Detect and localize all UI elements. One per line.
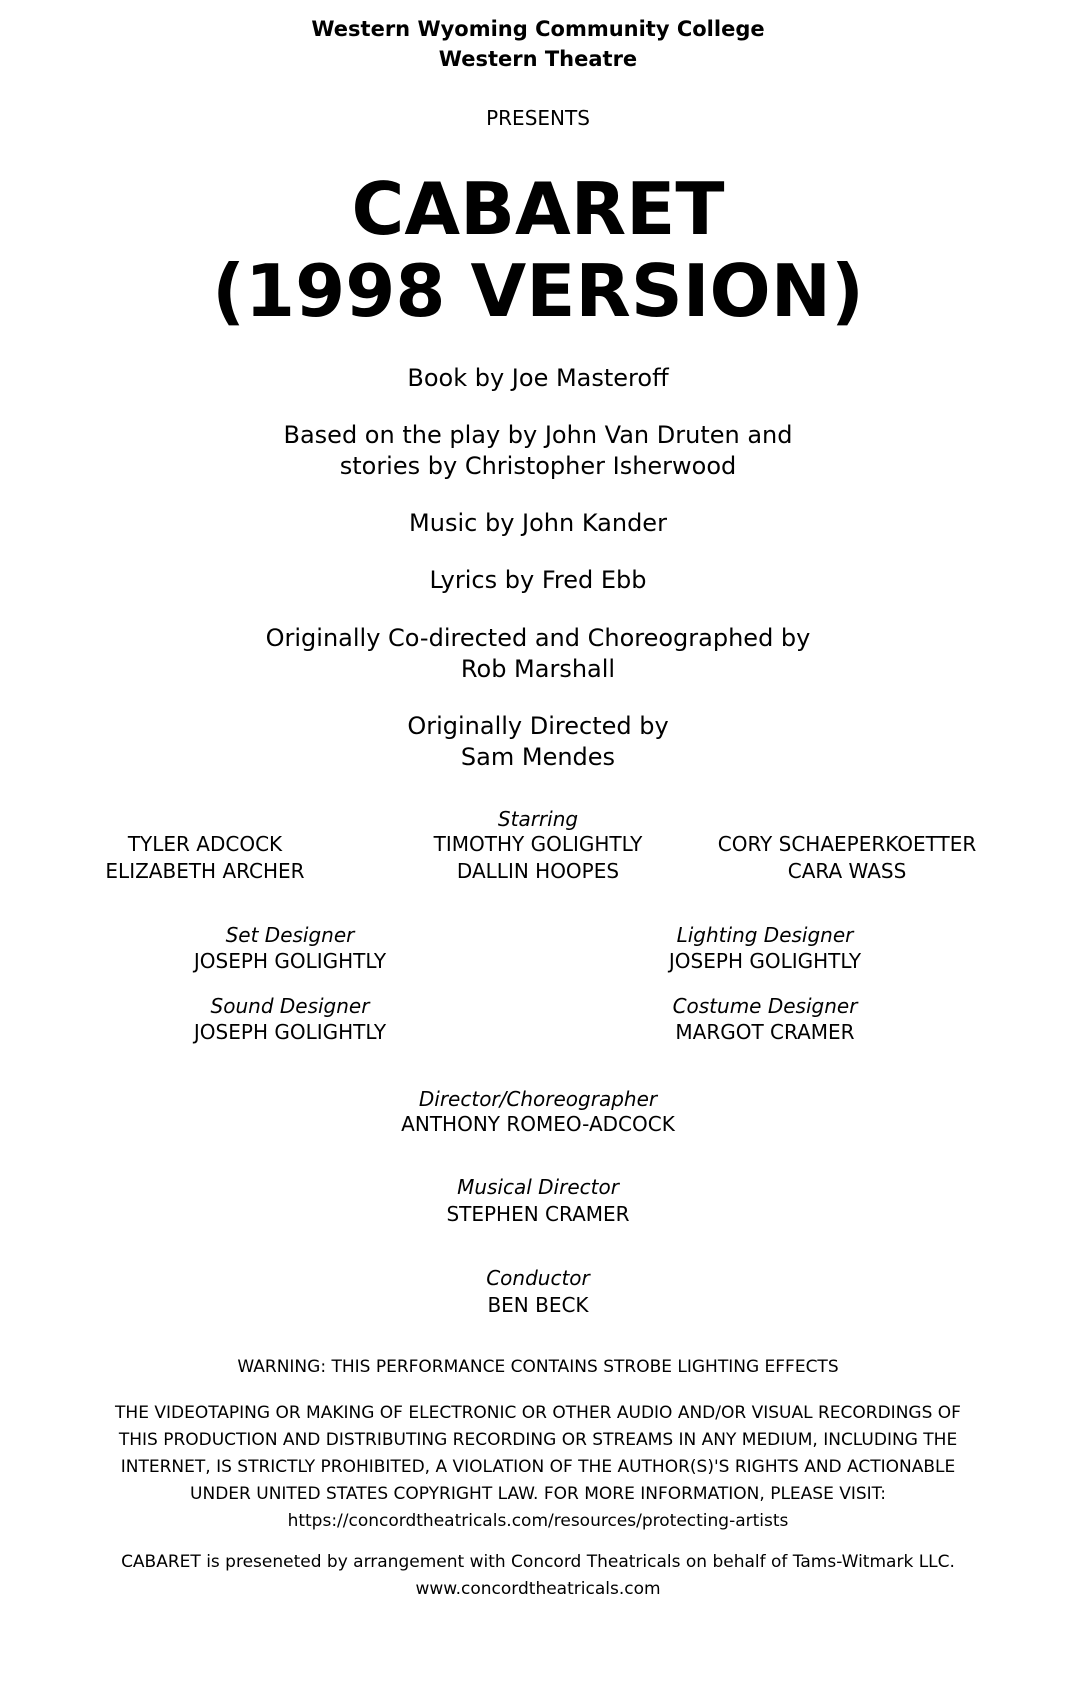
legal-notice-line: INTERNET, IS STRICTLY PROHIBITED, A VIOLATION OF THE AUTHOR(S)'S RIGHTS AND ACTIONABLE — [120, 1457, 956, 1477]
cast-name: ELIZABETH ARCHER — [105, 859, 305, 883]
set-designer — [140, 922, 440, 975]
director-credit-line2: Sam Mendes — [460, 743, 616, 771]
musical-director-name: STEPHEN CRAMER — [446, 1202, 630, 1226]
show-title: CABARET — [351, 167, 725, 251]
lighting-designer — [615, 922, 915, 975]
person-name: MARGOT CRAMER — [675, 1020, 855, 1044]
conductor-name: BEN BECK — [487, 1293, 589, 1317]
starring-label: Starring — [497, 807, 579, 831]
music-credit: Music by John Kander — [409, 509, 667, 537]
conductor-role: Conductor — [486, 1266, 590, 1290]
costume-designer — [615, 993, 915, 1046]
choreography-credit-line1: Originally Co-directed and Choreographed by — [265, 624, 811, 652]
based-on-line1: Based on the play by John Van Druten and — [283, 421, 793, 449]
role-label: Lighting Designer — [676, 923, 854, 947]
legal-notice-line: THE VIDEOTAPING OR MAKING OF ELECTRONIC OR OTHER AUDIO AND/OR VISUAL RECORDINGS OF — [115, 1403, 961, 1423]
person-name: JOSEPH GOLIGHTLY — [193, 949, 387, 973]
cast-name: CORY SCHAEPERKOETTER — [717, 832, 977, 856]
starring-center-column — [383, 831, 693, 885]
legal-notice-line: UNDER UNITED STATES COPYRIGHT LAW. FOR MORE INFORMATION, PLEASE VISIT: — [190, 1484, 886, 1504]
director-credit-line1: Originally Directed by — [407, 712, 669, 740]
director-role: Director/Choreographer — [418, 1087, 658, 1111]
cast-name: TYLER ADCOCK — [127, 832, 283, 856]
musical-director-role: Musical Director — [457, 1175, 619, 1199]
college-name: Western Wyoming Community College — [311, 17, 765, 41]
cast-name: TIMOTHY GOLIGHTLY — [433, 832, 643, 856]
lyrics-credit: Lyrics by Fred Ebb — [429, 566, 647, 594]
choreography-credit-line2: Rob Marshall — [460, 655, 616, 683]
based-on-line2: stories by Christopher Isherwood — [339, 452, 737, 480]
role-label: Sound Designer — [210, 994, 370, 1018]
role-label: Set Designer — [225, 923, 355, 947]
theatre-name: Western Theatre — [438, 47, 638, 71]
arrangement-notice: CABARET is preseneted by arrangement with Concord Theatricals on behalf of Tams-Witmark LLC. — [121, 1552, 955, 1572]
show-version: (1998 VERSION) — [212, 249, 864, 333]
role-label: Costume Designer — [672, 994, 858, 1018]
person-name: JOSEPH GOLIGHTLY — [193, 1020, 387, 1044]
protecting-artists-link[interactable]: https://concordtheatricals.com/resources/protecting-artists — [287, 1511, 789, 1531]
starring-right-column — [692, 831, 1002, 885]
book-credit: Book by Joe Masteroff — [407, 364, 669, 392]
presents-label: PRESENTS — [486, 106, 590, 130]
director-name: ANTHONY ROMEO-ADCOCK — [401, 1112, 675, 1136]
cast-name: CARA WASS — [787, 859, 907, 883]
sound-designer — [140, 993, 440, 1046]
strobe-warning: WARNING: THIS PERFORMANCE CONTAINS STROBE LIGHTING EFFECTS — [237, 1357, 839, 1377]
starring-left-column — [60, 831, 350, 885]
person-name: JOSEPH GOLIGHTLY — [668, 949, 862, 973]
legal-notice-line: THIS PRODUCTION AND DISTRIBUTING RECORDING OR STREAMS IN ANY MEDIUM, INCLUDING THE — [118, 1430, 958, 1450]
concord-website-link[interactable]: www.concordtheatricals.com — [415, 1579, 661, 1599]
cast-name: DALLIN HOOPES — [456, 859, 620, 883]
